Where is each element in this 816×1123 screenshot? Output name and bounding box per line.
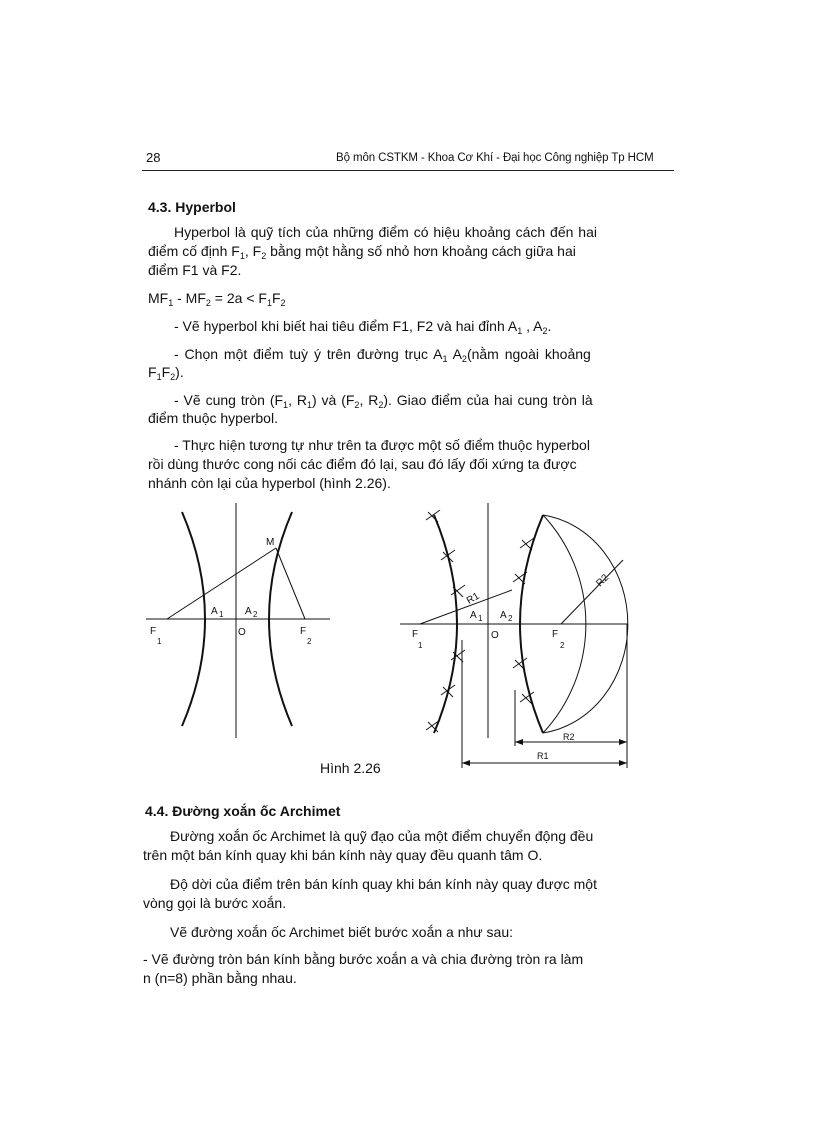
- text-run: bằng một hằng số nhỏ hơn khoảng cách giữa hai: [266, 243, 576, 259]
- label-f1-sub: 1: [157, 637, 162, 646]
- paragraph-line: n (n=8) phần bằng nhau.: [143, 970, 297, 986]
- subscript: 1: [168, 298, 174, 308]
- label-f2: F: [300, 626, 307, 637]
- text-run: , R: [359, 392, 379, 408]
- line-f1-m: [167, 548, 276, 619]
- subscript: 2: [261, 251, 267, 261]
- text-run: - Vẽ cung tròn (F: [174, 392, 284, 408]
- label-f1-sub: 1: [418, 641, 423, 650]
- subscript: 1: [306, 400, 312, 410]
- paragraph-line: Hyperbol là quỹ tích của những điểm có hiệu khoảng cách đến hai: [174, 224, 597, 240]
- label-o: O: [491, 630, 499, 641]
- label-a2-sub: 2: [253, 610, 258, 619]
- label-f2-sub: 2: [560, 641, 565, 650]
- subscript: 1: [266, 298, 272, 308]
- label-o: O: [238, 627, 246, 638]
- subscript: 2: [354, 400, 360, 410]
- label-r1: R1: [464, 590, 482, 607]
- label-a2-sub: 2: [508, 614, 513, 623]
- label-a1-sub: 1: [219, 610, 224, 619]
- paragraph-line: trên một bán kính quay khi bán kính này quay đều quanh tâm O.: [143, 847, 543, 863]
- label-f2-sub: 2: [307, 637, 312, 646]
- figure-caption: Hình 2.26: [320, 760, 381, 776]
- diagram-right: [400, 503, 628, 768]
- paragraph-line: - Thực hiện tương tự như trên ta được một số điểm thuộc hyperbol: [174, 437, 590, 453]
- text-run: F: [148, 364, 157, 380]
- text-run: điểm cố định F: [148, 243, 240, 259]
- labels-right: [412, 572, 611, 761]
- paragraph-line: điểm thuộc hyperbol.: [148, 410, 278, 426]
- labels-left: [150, 537, 312, 646]
- label-a1: A: [470, 610, 477, 621]
- subscript: 2: [280, 298, 286, 308]
- radius-r2-line: [561, 560, 623, 624]
- paragraph-line: vòng gọi là bước xoắn.: [143, 895, 287, 911]
- line-m-f2: [276, 548, 305, 619]
- text-run: F: [161, 364, 171, 380]
- paragraph-line: - Vẽ đường tròn bán kính bằng bước xoắn a và chia đường tròn ra làm: [143, 951, 584, 967]
- paragraph-line: Vẽ đường xoắn ốc Archimet biết bước xoắn a như sau:: [170, 924, 513, 940]
- section-title-archimet: 4.4. Đường xoắn ốc Archimet: [145, 803, 341, 819]
- text-run: A: [447, 346, 462, 362]
- label-a2: A: [245, 606, 252, 617]
- page-number: 28: [146, 150, 161, 165]
- subscript: 2: [542, 326, 548, 336]
- subscript: 1: [239, 251, 245, 261]
- text-run: = 2a < F: [210, 290, 267, 306]
- label-f1: F: [412, 629, 419, 640]
- subscript: 2: [205, 298, 211, 308]
- subscript: 2: [170, 372, 176, 382]
- text-run: , A: [522, 318, 543, 334]
- label-m: M: [266, 537, 275, 548]
- text-run: MF: [148, 290, 169, 306]
- label-dim-r2: R2: [563, 732, 575, 742]
- label-f1: F: [150, 626, 157, 637]
- text-run: F: [271, 290, 281, 306]
- label-a2: A: [500, 610, 507, 621]
- paragraph-line: Độ dời của điểm trên bán kính quay khi bán kính này quay được một: [170, 876, 597, 892]
- section-title-hyperbol: 4.3. Hyperbol: [148, 199, 236, 215]
- subscript: 1: [156, 372, 162, 382]
- paragraph-line: rồi dùng thước cong nối các điểm đó lại, sau đó lấy đối xứng ta được: [148, 456, 577, 472]
- subscript: 1: [283, 400, 289, 410]
- paragraph-line: nhánh còn lại của hyperbol (hình 2.26).: [148, 475, 391, 491]
- subscript: 2: [461, 354, 467, 364]
- text-run: (nằm ngoài khoảng: [466, 346, 591, 362]
- paragraph-line: Đường xoắn ốc Archimet là quỹ đạo của một điểm chuyển động đều: [170, 828, 594, 844]
- diagram-left: [146, 503, 330, 738]
- text-run: - Chọn một điểm tuỳ ý trên đường trục A: [174, 346, 443, 362]
- subscript: 2: [378, 400, 384, 410]
- paragraph-line: điểm F1 và F2.: [148, 262, 242, 278]
- label-a1: A: [211, 606, 218, 617]
- text-run: - MF: [173, 290, 206, 306]
- label-r2: R2: [594, 572, 612, 590]
- text-run: , F: [244, 243, 262, 259]
- text-run: - Vẽ hyperbol khi biết hai tiêu điểm F1, F2 và hai đỉnh A: [174, 318, 518, 334]
- radius-r1-line: [420, 590, 512, 624]
- text-run: ).: [175, 364, 184, 380]
- running-head: Bộ môn CSTKM - Khoa Cơ Khí - Đại học Công nghiệp Tp HCM: [336, 152, 654, 164]
- text-run: , R: [288, 392, 307, 408]
- subscript: 1: [517, 326, 523, 336]
- text-run: ) và (F: [311, 392, 355, 408]
- label-dim-r1: R1: [537, 751, 549, 761]
- label-a1-sub: 1: [478, 614, 483, 623]
- label-f2: F: [552, 629, 559, 640]
- subscript: 1: [442, 354, 448, 364]
- text-run: .: [547, 318, 552, 334]
- text-run: ). Giao điểm của hai cung tròn là: [383, 392, 593, 408]
